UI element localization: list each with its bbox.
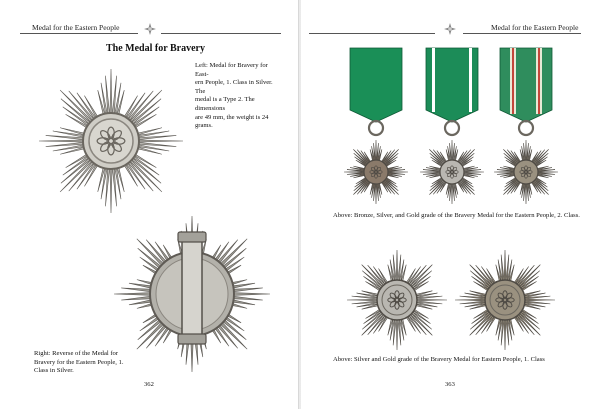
caption-reverse <box>34 350 138 376</box>
caption-first-class: Above: Silver and Gold grade of the Bravery Medal for Eastern People, 1. Class <box>333 356 545 363</box>
running-head: Medal for the Eastern People <box>32 23 120 32</box>
right-page <box>301 0 600 409</box>
caption-line: are 49 mm, the weight is 24 grams. <box>195 113 269 130</box>
caption-second-class: Above: Bronze, Silver, and Gold grade of the Bravery Medal for the Eastern People, 2. Class. <box>333 212 580 219</box>
caption-obverse <box>195 62 275 131</box>
ribbon-medal-silver <box>421 48 483 210</box>
caption-line: Right: Reverse of the Medal for <box>34 350 119 357</box>
caption-line: medal is a Type 2. The dimensions <box>195 96 255 112</box>
page-title: The Medal for Bravery <box>106 43 205 54</box>
page-number: 362 <box>144 381 154 388</box>
star-emblem-icon <box>444 23 456 35</box>
medal-obverse-image <box>36 66 186 216</box>
header-rule <box>161 33 281 34</box>
header-rule <box>309 33 435 34</box>
star-emblem-icon <box>144 23 156 35</box>
caption-line: Left: Medal for Bravery for East- <box>195 62 268 78</box>
ribbon-medal-bronze <box>345 48 407 210</box>
running-head: Medal for the Eastern People <box>491 23 579 32</box>
ribbon-medal-gold <box>495 48 557 210</box>
page-number: 363 <box>445 381 455 388</box>
caption-line: Class in Silver. <box>34 367 74 375</box>
star-medal-gold <box>453 248 557 352</box>
caption-line: ern People, 1. Class in Silver. The <box>195 79 273 95</box>
caption-line: Bravery for the Eastern People, 1. <box>34 358 124 366</box>
star-medal-silver <box>345 248 449 352</box>
header-rule <box>20 33 138 34</box>
left-page <box>0 0 299 409</box>
header-rule <box>463 33 581 34</box>
